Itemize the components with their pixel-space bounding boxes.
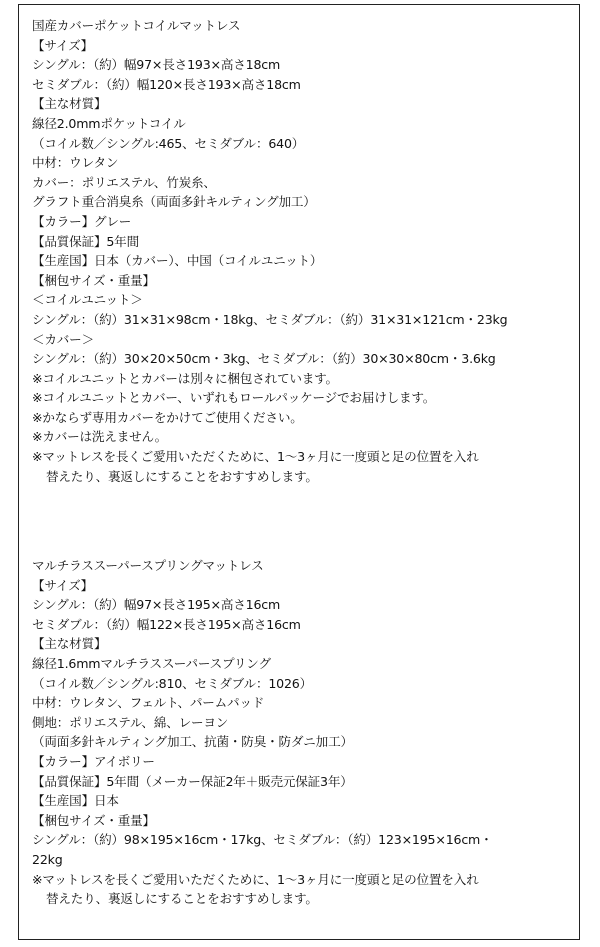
spec-line: 【梱包サイズ・重量】 bbox=[32, 272, 155, 288]
spec-line: ※マットレスを長くご愛用いただくために、1〜3ヶ月に一度頭と足の位置を入れ bbox=[32, 449, 479, 465]
spec-line: 【品質保証】5年間 bbox=[32, 233, 139, 249]
spec-line: 【梱包サイズ・重量】 bbox=[32, 812, 155, 828]
spec-line: 【主な材質】 bbox=[32, 96, 107, 112]
product-title: マルチラススーパースプリングマットレス bbox=[32, 558, 264, 573]
spec-line: ※カバーは洗えません。 bbox=[32, 429, 168, 445]
spec-line: ※マットレスを長くご愛用いただくために、1〜3ヶ月に一度頭と足の位置を入れ bbox=[32, 871, 479, 887]
spec-line: 替えたり、裏返しにすることをおすすめします。 bbox=[46, 891, 318, 907]
spec-line: シングル：（約）30×20×50cm・3kg、セミダブル：（約）30×30×80cm・3.6kg bbox=[32, 351, 496, 367]
spec-line: 22kg bbox=[32, 851, 63, 867]
spec-line: シングル：（約）幅97×長さ193×高さ18cm bbox=[32, 57, 281, 73]
spec-line: シングル：（約）31×31×98cm・18kg、セミダブル：（約）31×31×121cm・23kg bbox=[32, 311, 508, 327]
pocket-coil-mattress-spec bbox=[32, 16, 590, 486]
spec-line: 【カラー】グレー bbox=[32, 213, 132, 229]
spec-line: カバー：ポリエステル、竹炭糸、 bbox=[32, 174, 216, 190]
spec-line: ※コイルユニットとカバーは別々に梱包されています。 bbox=[32, 370, 338, 386]
spec-line: シングル：（約）98×195×16cm・17kg、セミダブル：（約）123×195×16cm・ bbox=[32, 832, 493, 848]
spec-line: （両面多針キルティング加工、抗菌・防臭・防ダニ加工） bbox=[32, 734, 353, 750]
spec-line: ※コイルユニットとカバー、いずれもロールパッケージでお届けします。 bbox=[32, 390, 436, 406]
spec-line: 【サイズ】 bbox=[32, 37, 93, 53]
spec-line: セミダブル：（約）幅122×長さ195×高さ16cm bbox=[32, 616, 301, 632]
spec-line: ＜コイルユニット＞ bbox=[32, 292, 143, 308]
spec-line: 【生産国】日本 bbox=[32, 793, 119, 809]
spec-line: 側地：ポリエステル、綿、レーヨン bbox=[32, 714, 229, 730]
spec-line: ＜カバー＞ bbox=[32, 331, 94, 347]
spec-line: 【主な材質】 bbox=[32, 636, 107, 652]
spec-line: 中材：ウレタン、フェルト、パームパッド bbox=[32, 695, 265, 711]
spec-line: 【生産国】日本（カバー）、中国（コイルユニット） bbox=[32, 253, 323, 269]
spec-line: 【品質保証】5年間（メーカー保証2年＋販売元保証3年） bbox=[32, 773, 353, 789]
spec-line: 【サイズ】 bbox=[32, 577, 93, 593]
spec-line: 線径1.6mmマルチラススーパースプリング bbox=[32, 655, 271, 671]
multi-spring-mattress-spec bbox=[32, 556, 590, 909]
spec-line: 【カラー】アイボリー bbox=[32, 753, 155, 769]
spec-line: （コイル数／シングル:465、セミダブル：640） bbox=[32, 135, 305, 151]
spec-line: 替えたり、裏返しにすることをおすすめします。 bbox=[46, 468, 318, 484]
spec-line: （コイル数／シングル:810、セミダブル：1026） bbox=[32, 675, 312, 691]
spec-line: シングル：（約）幅97×長さ195×高さ16cm bbox=[32, 597, 281, 613]
product-title: 国産カバーポケットコイルマットレス bbox=[32, 18, 241, 33]
spec-line: ※かならず専用カバーをかけてご使用ください。 bbox=[32, 409, 303, 425]
spec-line: 中材：ウレタン bbox=[32, 155, 119, 171]
spec-line: セミダブル：（約）幅120×長さ193×高さ18cm bbox=[32, 76, 301, 92]
spec-line: 線径2.0mmポケットコイル bbox=[32, 115, 186, 131]
spec-line: グラフト重合消臭糸（両面多針キルティング加工） bbox=[32, 194, 316, 210]
